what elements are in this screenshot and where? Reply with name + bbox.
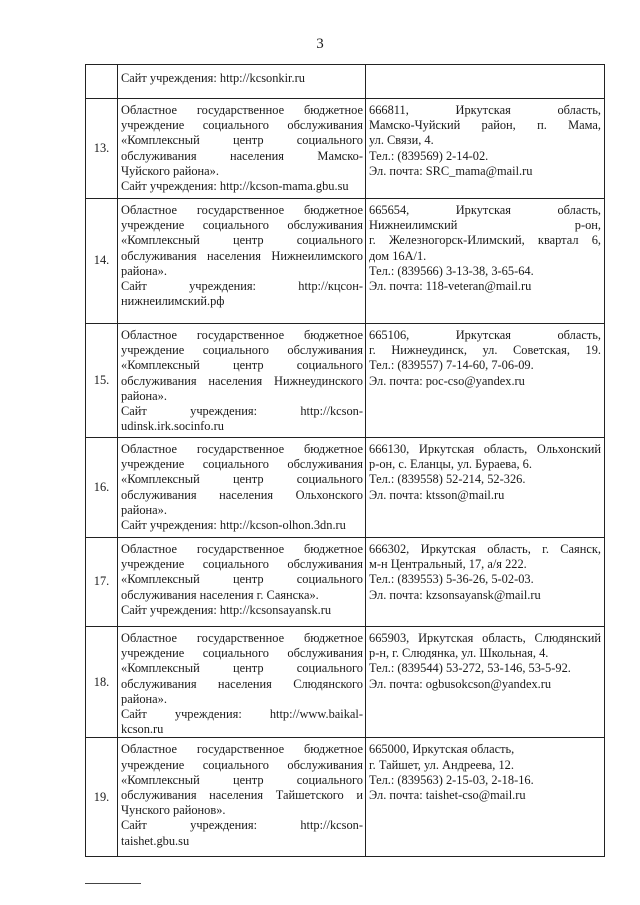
email-line: Эл. почта: SRC_mama@mail.ru — [369, 163, 533, 178]
row-number: 14. — [86, 199, 118, 324]
organization-name-line: Областное государственное бюджетное — [121, 742, 363, 757]
organization-name-line: «Комплексный центр социального — [121, 572, 363, 587]
address-line: 666302, Иркутская область, г. Саянск, — [369, 542, 601, 556]
address-line: г. Железногорск-Илимский, квартал 6, — [369, 233, 601, 248]
organization-name-line: учреждение социального обслуживания — [121, 118, 363, 133]
address-line: г. Нижнеудинск, ул. Советская, 19. — [369, 343, 601, 358]
contact-cell — [366, 99, 605, 199]
organization-name-cell — [118, 438, 366, 538]
table-row — [86, 199, 605, 324]
email-line: Эл. почта: taishet-cso@mail.ru — [369, 788, 526, 803]
name-cell — [118, 65, 366, 99]
site-line: нижнеилимский.рф — [121, 294, 225, 309]
organization-name-line: обслуживания населения Нижнеилимского — [121, 248, 363, 263]
site-line: udinsk.irk.socinfo.ru — [121, 419, 224, 434]
table-row — [86, 99, 605, 199]
address-cell — [366, 65, 605, 99]
organization-name-line: обслуживания населения Мамско- — [121, 148, 363, 163]
footnote-separator — [85, 883, 141, 884]
phone-line: Тел.: (839569) 2-14-02. — [369, 148, 489, 163]
phone-line: Тел.: (839558) 52-214, 52-326. — [369, 472, 526, 487]
organization-name-line: района». — [121, 691, 167, 706]
table-row — [86, 738, 605, 857]
address-line: Мамско-Чуйский район, п. Мама, — [369, 118, 601, 133]
table-body — [86, 65, 605, 857]
site-line: Сайт учреждения: http://kcsonsayansk.ru — [121, 602, 332, 617]
contact-cell — [366, 199, 605, 324]
address-line: р-н, г. Слюдянка, ул. Школьная, 4. — [369, 646, 549, 661]
table-row — [86, 627, 605, 738]
phone-line: Тел.: (839544) 53-272, 53-146, 53-5-92. — [369, 661, 571, 676]
phone-line: Тел.: (839566) 3-13-38, 3-65-64. — [369, 263, 534, 278]
organization-name-cell — [118, 324, 366, 438]
organization-name-line: Областное государственное бюджетное — [121, 103, 363, 117]
organization-name-line: Областное государственное бюджетное — [121, 328, 363, 342]
row-number: 13. — [86, 99, 118, 199]
site-line: Сайт учреждения: http://кцсон- — [121, 279, 363, 294]
contact-cell — [366, 738, 605, 857]
organization-name-line: Чунского районов». — [121, 803, 226, 818]
address-line: ул. Связи, 4. — [369, 133, 434, 148]
organization-name-line: района». — [121, 388, 167, 403]
organization-name-line: «Комплексный центр социального — [121, 472, 363, 487]
address-line: р-он, с. Еланцы, ул. Бураева, 6. — [369, 457, 532, 472]
address-line: 666811, Иркутская область, — [369, 103, 601, 117]
address-line: 665654, Иркутская область, — [369, 203, 601, 217]
table-row — [86, 324, 605, 438]
contact-cell — [366, 438, 605, 538]
organization-name-line: района». — [121, 502, 167, 517]
number-cell — [86, 65, 118, 99]
row-number: 17. — [86, 538, 118, 627]
organization-name-cell — [118, 99, 366, 199]
site-line: Сайт учреждения: http://kcson- — [121, 818, 363, 833]
organization-name-line: Чуйского района». — [121, 163, 219, 178]
phone-line: Тел.: (839557) 7-14-60, 7-06-09. — [369, 358, 534, 373]
organization-name-line: учреждение социального обслуживания — [121, 557, 363, 572]
address-line: Нижнеилимский р-он, — [369, 218, 601, 233]
organization-name-line: «Комплексный центр социального — [121, 233, 363, 248]
site-line: taishet.gbu.su — [121, 833, 190, 848]
address-line: 665000, Иркутская область, — [369, 742, 515, 757]
row-number: 19. — [86, 738, 118, 857]
site-line: kcson.ru — [121, 722, 164, 737]
organization-name-line: учреждение социального обслуживания — [121, 457, 363, 472]
organization-name-line: обслуживания населения Нижнеудинского — [121, 373, 363, 388]
organization-name-line: обслуживания населения Ольхонского — [121, 487, 363, 502]
site-line: Сайт учреждения: http://kcson-olhon.3dn.ru — [121, 518, 346, 533]
site-label: Сайт учреждения: http://kcsonkir.ru — [121, 71, 305, 85]
site-line: Сайт учреждения: http://kcson- — [121, 404, 363, 419]
address-line: 665106, Иркутская область, — [369, 328, 601, 342]
organization-name-cell — [118, 738, 366, 857]
row-number: 15. — [86, 324, 118, 438]
organization-name-line: обслуживания населения Тайшетского и — [121, 788, 363, 803]
phone-line: Тел.: (839563) 2-15-03, 2-18-16. — [369, 772, 534, 787]
organization-name-line: Областное государственное бюджетное — [121, 203, 363, 217]
table-row — [86, 438, 605, 538]
email-line: Эл. почта: ogbusokcson@yandex.ru — [369, 676, 552, 691]
organization-name-line: «Комплексный центр социального — [121, 358, 363, 373]
table-row — [86, 538, 605, 627]
contact-cell — [366, 627, 605, 738]
organization-name-line: учреждение социального обслуживания — [121, 343, 363, 358]
address-line: 666130, Иркутская область, Ольхонский — [369, 442, 601, 456]
organization-name-line: «Комплексный центр социального — [121, 661, 363, 676]
row-number: 16. — [86, 438, 118, 538]
organization-name-line: Областное государственное бюджетное — [121, 442, 363, 456]
organization-name-line: учреждение социального обслуживания — [121, 757, 363, 772]
organization-name-line: «Комплексный центр социального — [121, 133, 363, 148]
organization-name-line: района». — [121, 263, 167, 278]
organization-name-line: Областное государственное бюджетное — [121, 542, 363, 556]
organization-name-line: Областное государственное бюджетное — [121, 631, 363, 645]
address-line: 665903, Иркутская область, Слюдянский — [369, 631, 601, 645]
email-line: Эл. почта: ktsson@mail.ru — [369, 487, 505, 502]
organization-name-cell — [118, 538, 366, 627]
organizations-table — [85, 64, 605, 857]
phone-line: Тел.: (839553) 5-36-26, 5-02-03. — [369, 572, 534, 587]
organization-name-line: учреждение социального обслуживания — [121, 218, 363, 233]
email-line: Эл. почта: kzsonsayansk@mail.ru — [369, 587, 541, 602]
organization-name-line: «Комплексный центр социального — [121, 772, 363, 787]
email-line: Эл. почта: poc-cso@yandex.ru — [369, 373, 525, 388]
address-line: дом 16А/1. — [369, 248, 427, 263]
address-line: г. Тайшет, ул. Андреева, 12. — [369, 757, 514, 772]
email-line: Эл. почта: 118-veteran@mail.ru — [369, 279, 532, 294]
organization-name-line: учреждение социального обслуживания — [121, 646, 363, 661]
organization-name-cell — [118, 627, 366, 738]
contact-cell — [366, 324, 605, 438]
table-row-continuation — [86, 65, 605, 99]
organization-name-line: обслуживания населения г. Саянска». — [121, 587, 319, 602]
contact-cell — [366, 538, 605, 627]
site-line: Сайт учреждения: http://kcson-mama.gbu.su — [121, 179, 349, 194]
site-line: Сайт учреждения: http://www.baikal- — [121, 707, 363, 722]
organization-name-line: обслуживания населения Слюдянского — [121, 676, 363, 691]
row-number: 18. — [86, 627, 118, 738]
page-number: 3 — [316, 36, 324, 52]
organization-name-cell — [118, 199, 366, 324]
address-line: м-н Центральный, 17, а/я 222. — [369, 557, 527, 572]
